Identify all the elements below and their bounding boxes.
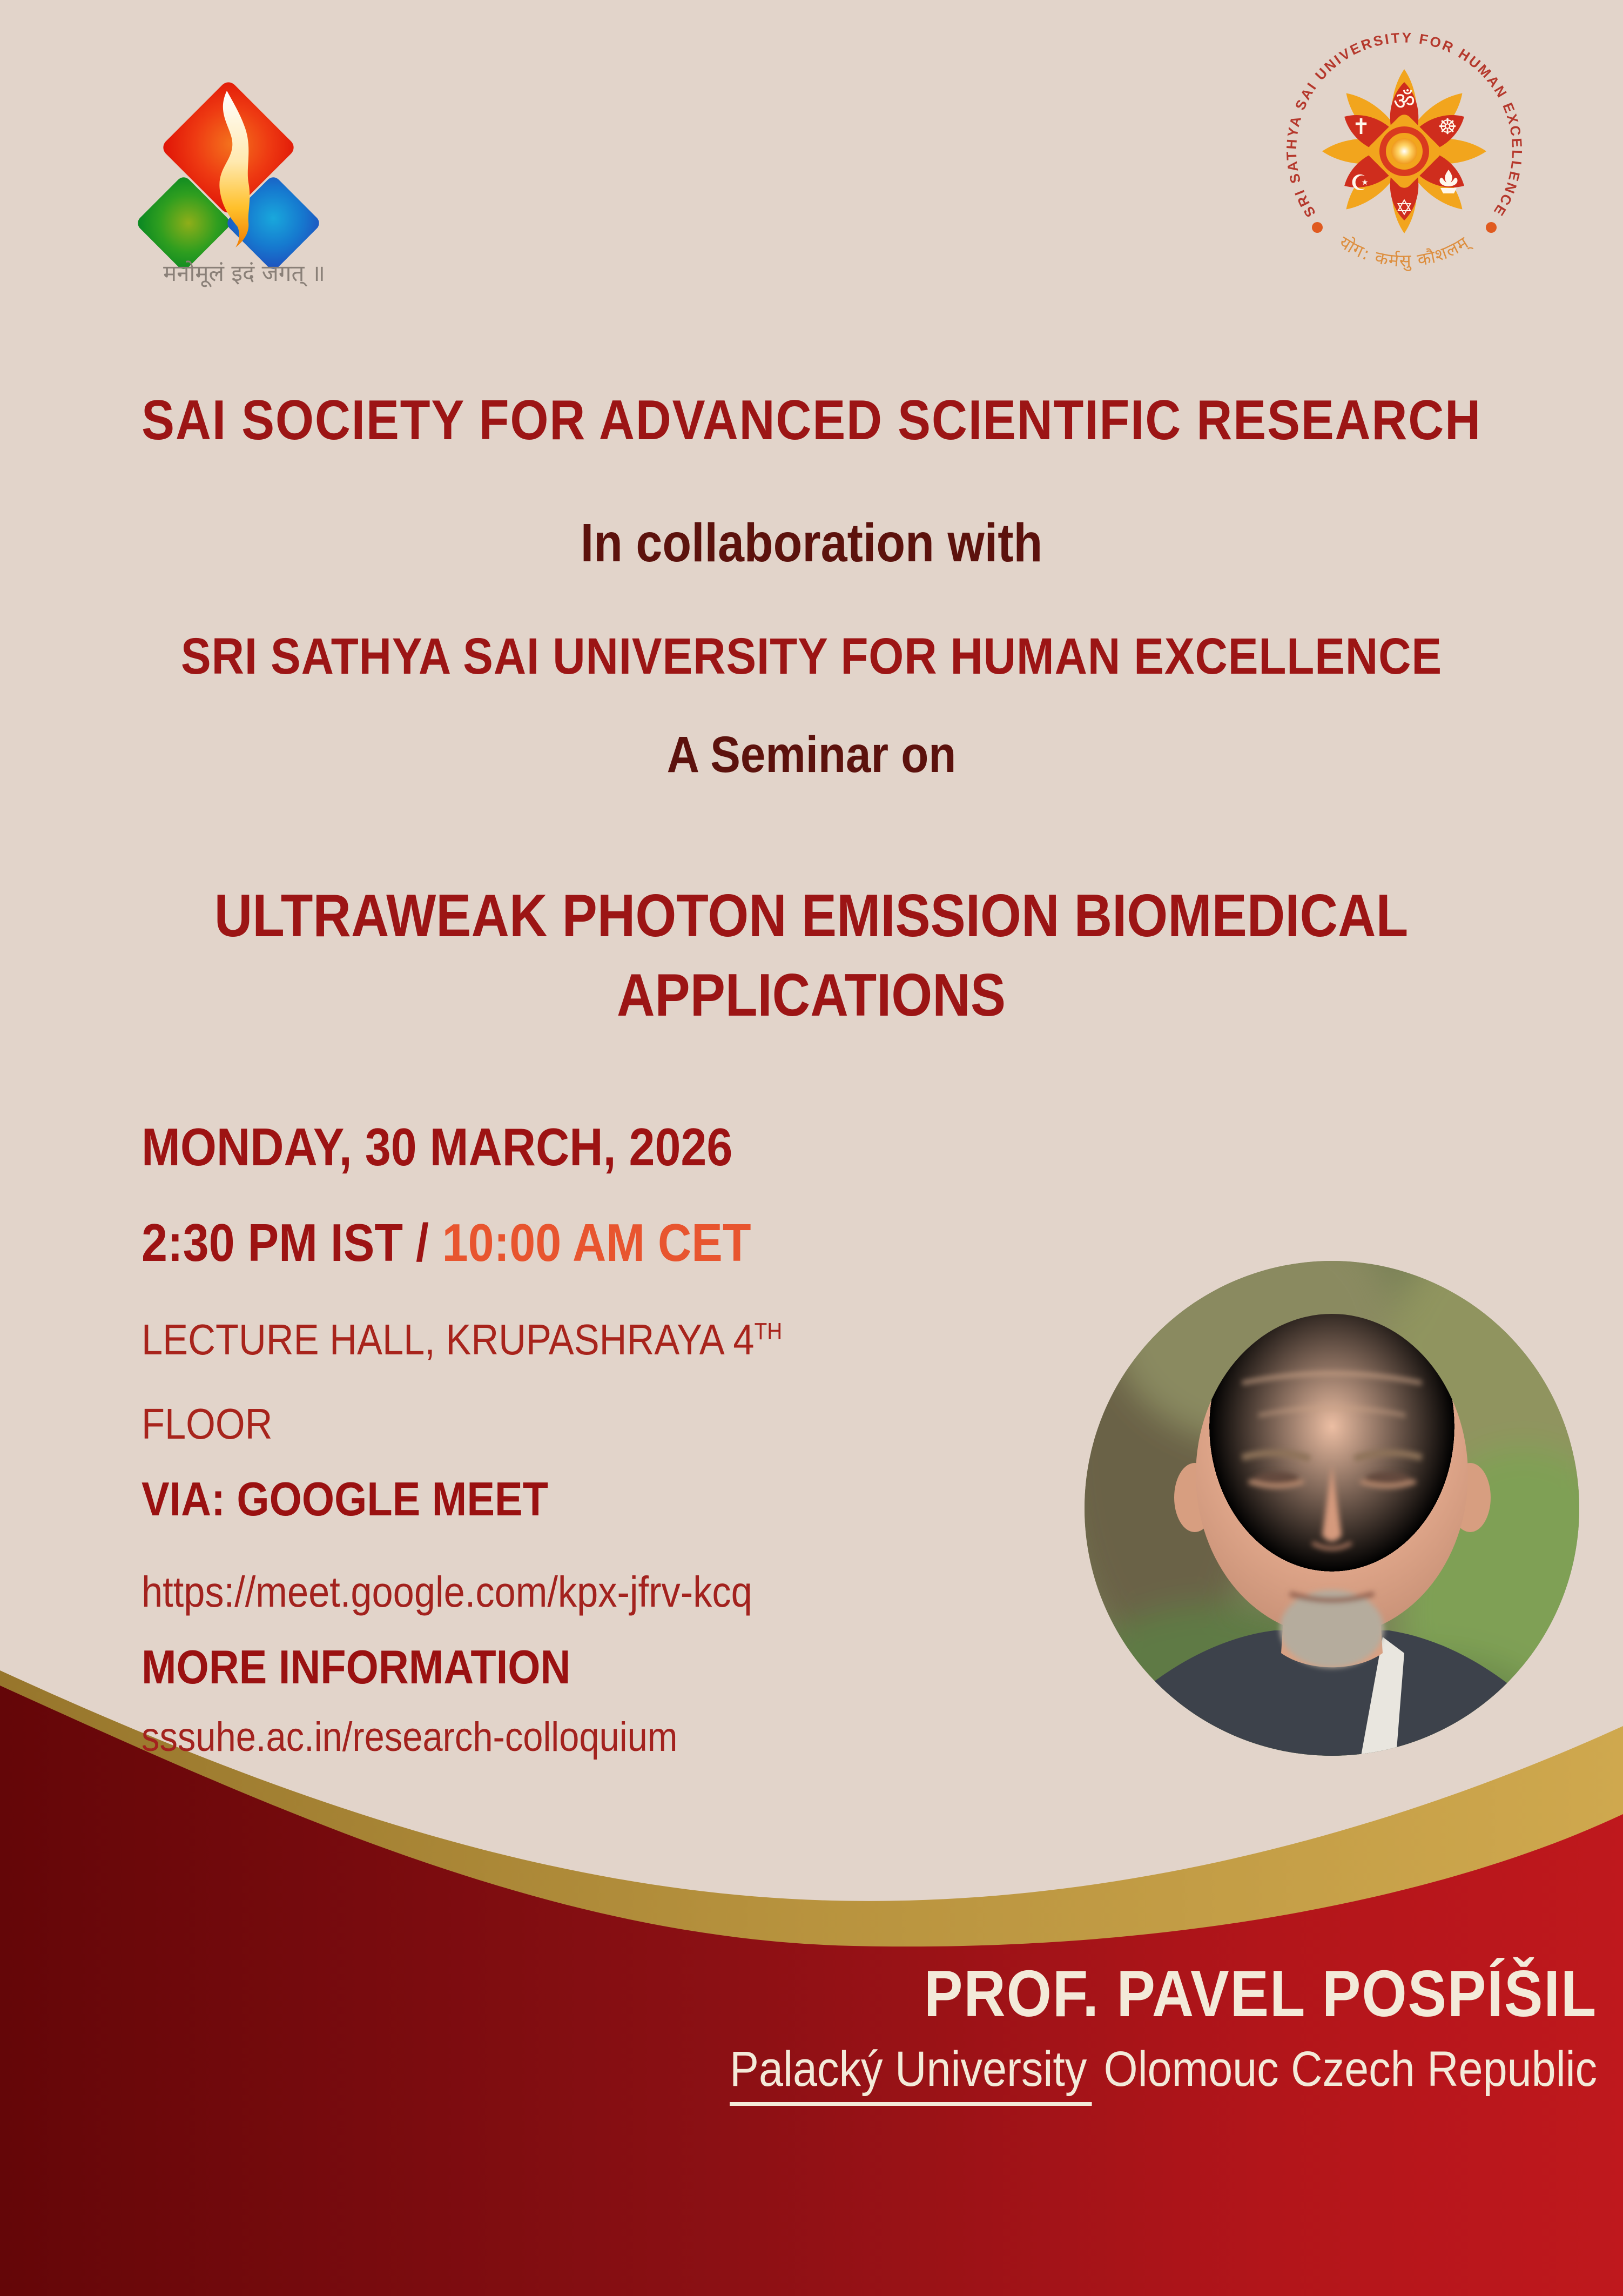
collaboration-line: In collaboration with <box>580 513 1043 573</box>
emblem-dot-left <box>1312 222 1323 233</box>
speaker-block <box>730 1956 1597 2098</box>
time-cet: 10:00 AM CET <box>442 1213 751 1272</box>
time-ist: 2:30 PM IST / <box>142 1213 429 1272</box>
venue-floor: FLOOR <box>142 1400 273 1448</box>
speaker-name: PROF. PAVEL POSPÍŠIL <box>924 1957 1597 2030</box>
christian-cross-icon: ✝ <box>1352 115 1370 139</box>
info-link[interactable]: sssuhe.ac.in/research-colloquium <box>142 1714 678 1760</box>
sai-society-logo <box>134 79 322 272</box>
speaker-affiliation <box>730 2041 1597 2098</box>
emblem-bottom-text: योग: कर्मसु कौशलम् <box>1336 232 1473 271</box>
emblem-arc-text: SRI SATHYA SAI UNIVERSITY FOR HUMAN EXCELLENCE <box>1283 29 1526 220</box>
speaker-university-link[interactable]: Palacký University <box>730 2042 1092 2106</box>
society-title: SAI SOCIETY FOR ADVANCED SCIENTIFIC RESEARCH <box>142 389 1481 452</box>
seminar-on-line: A Seminar on <box>666 726 957 783</box>
venue-ordinal: TH <box>754 1318 783 1345</box>
event-time <box>142 1212 782 1273</box>
crescent-and-star-icon: ☪ <box>1350 171 1370 196</box>
event-date: MONDAY, 30 MARCH, 2026 <box>142 1117 733 1177</box>
speaker-affiliation-rest: Olomouc Czech Republic <box>1092 2042 1597 2097</box>
dharma-wheel-icon: ☸ <box>1438 115 1457 139</box>
via-label: VIA: GOOGLE MEET <box>142 1472 548 1526</box>
google-meet-link[interactable]: https://meet.google.com/kpx-jfrv-kcq <box>142 1568 752 1616</box>
sai-society-logo-caption: मनोमूलं इदं जगत् ॥ <box>163 260 325 286</box>
emblem-dot-right <box>1486 222 1497 233</box>
more-information-label: MORE INFORMATION <box>142 1640 571 1694</box>
seminar-title: ULTRAWEAK PHOTON EMISSION BIOMEDICAL APPLICATIONS <box>214 882 1409 1029</box>
om-icon: ॐ <box>1393 88 1416 115</box>
university-emblem <box>1283 29 1525 271</box>
star-of-david-icon: ✡ <box>1395 196 1413 220</box>
event-venue: LECTURE HALL, KRUPASHRAYA 4TH FLOOR <box>142 1315 783 1448</box>
university-title: SRI SATHYA SAI UNIVERSITY FOR HUMAN EXCELLENCE <box>180 628 1443 685</box>
event-details <box>142 1117 782 1761</box>
